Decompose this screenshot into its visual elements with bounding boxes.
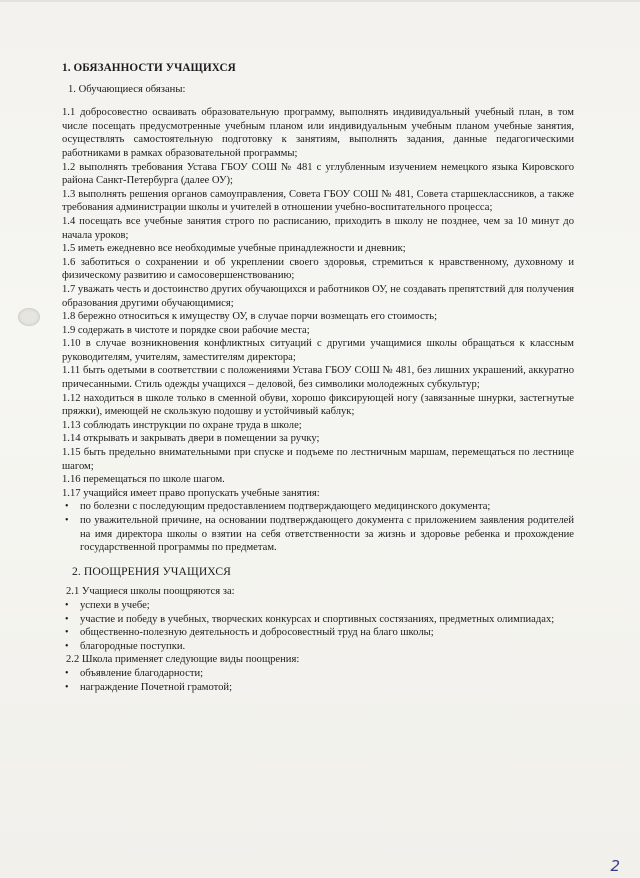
section1-intro: 1. Обучающиеся обязаны: <box>68 83 186 95</box>
item-1-12: 1.12 находиться в школе только в сменной обуви, хорошо фиксирующей ногу (завязанные шнурки, застегнутые пряжки), имеющей не скользкую подошву и устойчивый каблук; <box>62 392 574 418</box>
item-1-8: 1.8 бережно относиться к имуществу ОУ, в случае порчи возмещать его стоимость; <box>62 311 438 323</box>
item-1-4: 1.4 посещать все учебные занятия строго по расписанию, приходить в школу не позднее, чем за 10 минут до начала уроков; <box>62 215 574 241</box>
page-edge <box>0 0 640 2</box>
bullet-valid-reason: • по уважительной причине, на основании подтверждающего документа с приложением заявления родителей на имя директора школы о взятии на себя ответственности за жизнь и здоровье ребенка и прохождение государственной программы по предметам. <box>62 514 574 555</box>
item-1-1: 1.1 добросовестно осваивать образовательную программу, выполнять индивидуальный учебный план, в том числе посещать предусмотренные учебным планом или индивидуальным учебным планом учебные занятия, осуществлять самостоятельную подготовку к занятиям, выполнять задания, данные педагогическими работниками в рамках образовательной программы; <box>62 107 574 159</box>
section2-sub2-bullets <box>62 667 574 694</box>
bullet-noble-deeds: • благородные поступки. <box>62 640 574 654</box>
item-1-7: 1.7 уважать честь и достоинство других обучающихся и работников ОУ, не создавать препятствий для получения образования другими обучающимися; <box>62 283 574 309</box>
item-1-9: 1.9 содержать в чистоте и порядке свои рабочие места; <box>62 324 310 336</box>
section2-sub1-bullets <box>62 599 574 653</box>
item-1-2: 1.2 выполнять требования Устава ГБОУ СОШ № 481 с углубленным изучением немецкого языка Кировского района Санкт-Петербурга (далее ОУ); <box>62 161 574 187</box>
bullet-study-success: • успехи в учебе; <box>62 599 574 613</box>
section2-body <box>62 585 574 694</box>
item-1-6: 1.6 заботиться о сохранении и об укреплении своего здоровья, стремиться к нравственному, духовному и физическому развитию и самосовершенствованию; <box>62 256 574 282</box>
item-1-16: 1.16 перемещаться по школе шагом. <box>62 474 225 486</box>
bullet-contests: • участие и победу в учебных, творческих конкурсах и спортивных состязаниях, предметных олимпиадах; <box>62 613 574 627</box>
section1-items <box>62 106 574 555</box>
item-1-11: 1.11 быть одетыми в соответствии с положениями Устава ГБОУ СОШ № 481, без лишних украшений, аккуратно причесанными. Стиль одежды учащихся – деловой, без символики молодежных субкультур; <box>62 365 574 391</box>
bullet-public-work: • общественно-полезную деятельность и добросовестный труд на благо школы; <box>62 626 574 640</box>
item-1-17-bullets <box>62 500 574 554</box>
section1-heading: 1. ОБЯЗАННОСТИ УЧАЩИХСЯ <box>62 62 236 74</box>
item-1-3: 1.3 выполнять решения органов самоуправления, Совета ГБОУ СОШ № 481, Совета старшеклассников, а также требования администрации школы и учителей в отношении учебно-воспитательного процесса; <box>62 188 574 214</box>
bullet-gratitude: • объявление благодарности; <box>62 667 574 681</box>
section2-heading: 2. ПООЩРЕНИЯ УЧАЩИХСЯ <box>72 564 231 578</box>
section2-sub2: 2.2 Школа применяет следующие виды поощрения: <box>66 654 300 666</box>
item-1-15: 1.15 быть предельно внимательными при спуске и подъеме по лестничным маршам, перемещаться по лестнице шагом; <box>62 447 574 472</box>
item-1-17: 1.17 учащийся имеет право пропускать учебные занятия: <box>62 487 320 499</box>
bullet-honor-diploma: • награждение Почетной грамотой; <box>62 681 574 695</box>
item-1-10: 1.10 в случае возникновения конфликтных ситуаций с другими учащимися школы обращаться к классным руководителям, учителям, заместителям директора; <box>62 338 574 363</box>
item-1-13: 1.13 соблюдать инструкции по охране труда в школе; <box>62 419 302 431</box>
item-1-5: 1.5 иметь ежедневно все необходимые учебные принадлежности и дневник; <box>62 243 406 255</box>
page-number: 2 <box>610 857 620 876</box>
section2-sub1: 2.1 Учащиеся школы поощряются за: <box>66 586 235 598</box>
item-1-14: 1.14 открывать и закрывать двери в помещении за ручку; <box>62 433 320 445</box>
punch-hole <box>18 308 40 326</box>
bullet-illness: • по болезни с последующим предоставлением подтверждающего медицинского документа; <box>62 500 574 514</box>
